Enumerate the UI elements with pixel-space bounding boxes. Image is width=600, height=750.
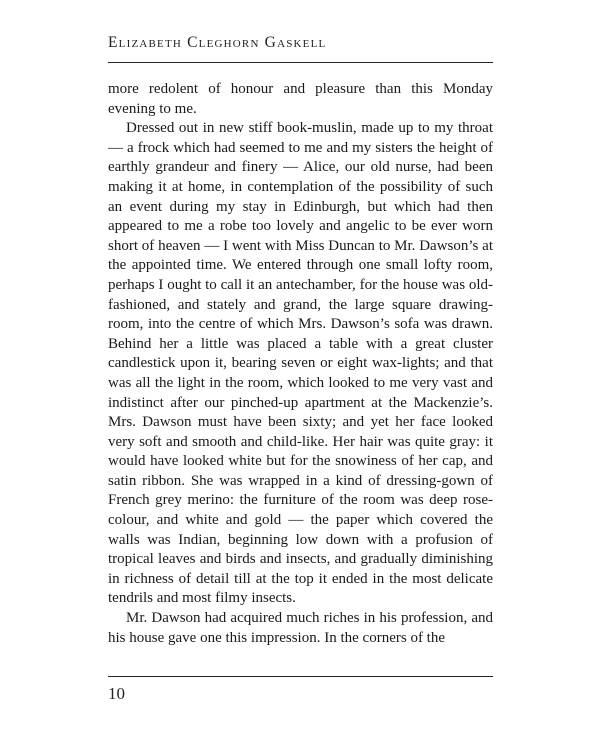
paragraph-continued: more redolent of honour and pleasure than this Monday evening to me.	[108, 81, 493, 117]
page-number: 10	[108, 684, 125, 703]
paragraph: Mr. Dawson had acquired much riches in his profession, and his house gave one this impression. In the corners of the	[108, 610, 493, 646]
body-text	[108, 80, 493, 648]
footer-rule	[108, 676, 493, 677]
paragraph: Dressed out in new stiff book-muslin, made up to my throat — a frock which had seemed to me and my sisters the height of earthly grandeur and finery — Alice, our old nurse, had been making it at home, in contemplation of the possibility of such an event during my stay in Edinburgh, but which had then appeared to me a robe too lovely and angelic to be ever worn short of heaven — I went with Miss Duncan to Mr. Dawson’s at the appointed time. We entered through one small lofty room, perhaps I ought to call it an antechamber, for the house was old-fashioned, and stately and grand, the large square drawing-room, into the centre of which Mrs. Dawson’s sofa was drawn. Behind her a little was placed a table with a great cluster candlestick upon it, bearing seven or eight wax-lights; and that was all the light in the room, which looked to me very vast and indistinct after our pinched-up apartment at the Mackenzie’s. Mrs. Dawson must have been sixty; and yet her face looked very soft and smooth and child-like. Her hair was quite gray: it would have looked white but for the snowiness of her cap, and satin ribbon. She was wrapped in a kind of dressing-gown of French grey merino: the furniture of the room was deep rose-colour, and white and gold — the paper which covered the walls was Indian, beginning low down with a profusion of tropical leaves and birds and insects, and gradually diminishing in richness of detail till at the top it ended in the most delicate tendrils and most filmy insects.	[108, 120, 493, 607]
running-head: Elizabeth Cleghorn Gaskell	[108, 34, 327, 51]
header-rule	[108, 62, 493, 63]
